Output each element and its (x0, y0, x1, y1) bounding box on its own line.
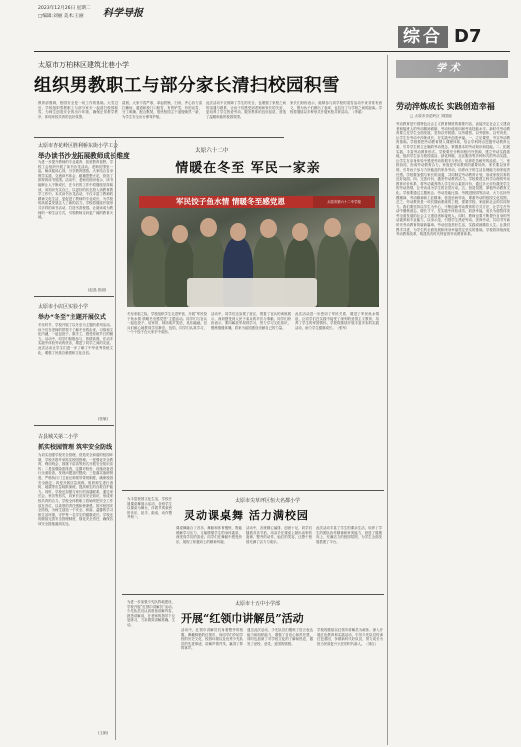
feature-kicker: 太原六十二中 (195, 148, 229, 154)
article-1-body: 为进一步提升教师的专业素养，拓宽教育视野，学校工会组织开展了读书沙龙活动。老师们围坐一起，畅谈阅读心得，分享教育感悟。大家结合自身教学实践，交流读书体会，碰撞思想火花，营造了浓厚的读书氛围。活动中，老师们纷纷表示，读书能够让人不断成长，在今后的工作中将继续坚持阅读，用知识充实自己，以更好的状态投入到教育教学工作中。本次读书沙龙活动，不仅丰富了教师的精神文化生活，更促进了教师的专业成长，为学校的高质量发展注入了新的活力。学校将继续开展形式多样的读书活动，打造书香校园。让阅读成为教师的一种生活方式，引领教师走向更广阔的教育天地。 (38, 160, 113, 220)
page-number: D7 (454, 26, 482, 47)
bottom-article-body-col-2: 通过此次活动，少先队员们锻炼了语言表达能力和组织能力，增强了自信心和责任感，同时也加深了对学校文化的了解和热爱，激发了爱校、爱党、爱国的情感。 (247, 628, 313, 646)
article-2-byline: (张敏) (98, 417, 108, 421)
mid-article-body-col-2: 活动中，各班精心编排，创意十足，同学们随着音乐节拍，用双手在课桌上敲出动听的旋律，整齐的动作、灿烂的笑容，让整个校园充满了活力与欢乐。 (246, 526, 312, 544)
rule-article-2 (34, 425, 114, 426)
article-3-byline: (王颖) (98, 731, 108, 735)
mid-article-body-col-3: 此次活动丰富了学生的课余生活，培养了学生的团队协作精神和审美能力，营造了健康向上、充满活力的校园氛围，为学生全面发展搭建了平台。 (316, 526, 382, 544)
photo-head (324, 218, 341, 237)
article-2-body: 冬至时节，学校开展了以冬至为主题的系列活动。孩子们在老师的带领下了解冬至的由来、习俗和文化内涵，一起包饺子、做手工，感受传统节日的魅力。活动中，同学们积极参与，热情高涨，在动手实践中体验劳动的快乐，增进了同学之间的友谊。此次活动让学生们进一步了解了中华优秀传统文化，增强了民族自豪感和文化自信。 (38, 323, 113, 355)
sidebar-body: 劳动教育是中国特色社会主义教育制度的重要内容，直接决定社会主义建设者和接班人的劳动精神面貌、劳动价值取向和劳动技能水平。新时代劳动教育要立足学生全面发展，坚持以劳树德、以劳增智、以劳强体、以劳育美，让学生在劳动中淬炼成长，在实践中创造幸福。一、立足课堂，夯实劳动教育基础。学校要把劳动教育纳入课程体系，结合学科特点挖掘劳动教育元素，引导学生树立正确的劳动观念，掌握基本的劳动知识和技能。二、拓展实践，丰富劳动教育形式。学校要充分利用校内外资源，建立劳动实践基地，组织学生参与校园清洁、绿化种植、社区服务等多种形式的劳动实践，让学生在亲身体验中感受劳动的艰辛与快乐，培养吃苦耐劳的品质。三、家校协同，形成劳动教育合力。家庭是劳动教育的重要场所，家长要以身作则，引导孩子参与力所能及的家务劳动，培养孩子的生活自理能力和家庭责任感。学校要加强与家长的沟通，共同制定劳动教育计划，形成家校共育的良好局面。四、完善评价，激发劳动教育活力。学校要建立科学合理的劳动教育评价体系，将劳动素养纳入学生综合素质评价，通过多元评价激发学生的劳动热情，让劳动成为学生的自觉行动。五、营造氛围，厚植劳动教育文化。学校要通过主题班会、劳动技能比赛、劳模进校园等活动，大力弘扬劳模精神、劳动精神和工匠精神，营造崇尚劳动、尊重劳动的校园文化氛围。总之，劳动教育是一项长期而系统的工程，需要学校、家庭和社会的共同努力。我们要坚持以学生为中心，不断创新劳动教育的方式方法，让学生在劳动中磨炼意志、增长才干，在实践中体验成功、收获幸福，成长为德智体美劳全面发展的社会主义建设者和接班人。同时，教师也要不断提升自身的劳动素养和专业能力，以身示范，引领学生热爱劳动、崇尚劳动，共同书写新时代劳动教育的崭新篇章。劳动创造美好生活，实践成就精彩人生。让我们携手共进，为学生的全面发展和终身幸福奠定坚实的基础。学校将持续深化劳动教育改革，构建具有时代特征的劳动教育体系。 (396, 122, 510, 237)
mid-article-kicker: 太原市尖草坪区恒大名都小学 (235, 498, 301, 504)
sidebar-headline: 劳动淬炼成长 实践创造幸福 (396, 101, 495, 111)
section-label: 综合 (398, 26, 448, 48)
header-rule (34, 51, 510, 52)
lead-body-col-4: 家长们纷纷表示，能够参与到学校的清雪活动中来非常有意义，既为孩子们做出了表率，也拉近了与学校之间的距离。学校将继续以多种形式开展家校共育活动。（李丽） (290, 101, 382, 115)
lead-body-col-2: 清晨，大家不畏严寒，拿起铁锹、扫帚，齐心协力清扫操场、通道和校门口积雪，有的铲雪，有的运雪，分工明确，配合默契，很快校园主干道便焕然一新，为学生安全出行保驾护航。 (122, 101, 202, 119)
lead-kicker: 太原市万柏林区建筑北巷小学 (38, 61, 129, 69)
photo-table (187, 278, 317, 307)
feature-headline: 情暖在冬至 军民一家亲 (175, 161, 321, 176)
masthead-paper-name: 科学导报 (103, 8, 143, 19)
feature-body-col-2: 活动中，同学们还参观了营区，观看了官兵的训练展示，深切感受到人民子弟兵的辛苦与奉献。同学们纷纷表示，要向解放军叔叔学习，努力学习文化知识，锻炼强健体魄，将来为祖国建设贡献自己的力量。 (211, 312, 291, 330)
article-3-headline: 抓实校园管理 筑牢安全防线 (38, 444, 113, 451)
article-1-byline: (赵晶 张丽) (88, 288, 107, 292)
article-3-body: 为切实加强学校安全管理，营造安全和谐的校园环境，学校多措并举抓实校园管理。一是强化安全教育，利用班会、国旗下讲话等形式开展安全知识宣传；二是加强隐患排查，定期对校舍、设施设备进行全面检查，发现问题及时整改；三是落实值班制度，严格执行门卫登记和领导带班制度，确保校园安全稳定；四是开展应急演练，组织师生进行消防、地震等应急疏散演练，提高师生的自救自护能力。同时，学校还加强与家长的沟通联系，通过家长会、家访等形式，向家长宣传安全知识，形成家校共育的合力。学校全体教职工将始终把安全工作放在首位，以高度的责任感和使命感，筑牢校园安全防线，为师生创造一个安全、和谐、温馨的学习和生活环境，守护每一名学生的健康成长。学校还将继续完善安全管理制度，细化安全责任，确保各项安全措施落到实处。 (38, 453, 113, 526)
mid-article-headline: 灵动课桌舞 活力满校园 (184, 509, 309, 522)
photo-head (230, 223, 246, 241)
photo-head (141, 216, 159, 236)
photo-head (260, 219, 277, 238)
rule-mid (122, 594, 384, 595)
rule-below-lead (34, 137, 284, 138)
lead-body-col-1: 教育部强调，校园安全是一切工作的基础。大雪过后，学校组织男教职工与部分家长一起清扫校园积雪，为师生创造安全的出行环境，确保正常教学秩序，体现家校共育的良好氛围。 (38, 101, 118, 119)
lead-headline: 组织男教职工与部分家长清扫校园积雪 (34, 76, 340, 96)
bottom-article-body-col-3: 学校将继续以红领巾讲解员为载体，深入开展红色教育和实践活动，引导少先队员传承红色基因，争做新时代好队员，努力成长为担当民族复兴大任的时代新人。（刘红） (317, 628, 383, 646)
masthead-editor: □编辑:刘丽 美术:王丽 (38, 14, 84, 19)
sidebar-byline: □ 太原市杏花岭区 刘国丽 (410, 114, 452, 118)
article-2-kicker: 太原市小店区实验小学 (38, 304, 89, 310)
article-1-headline-1: 举办读书沙龙 (38, 152, 78, 160)
rule-feature (122, 490, 384, 491)
divider-lead-sidebar (387, 55, 388, 745)
bottom-article-body-col-1: 活动中，红领巾讲解员们身着整齐的校服，佩戴鲜艳的红领巾，向同学们介绍学校的历史文化、校园环境以及优秀少先队员的先进事迹，讲解声情并茂，赢得了阵阵掌声。 (181, 628, 243, 651)
photo-head (292, 223, 308, 241)
photo-person (317, 234, 349, 307)
lead-body-col-3: 此次活动不仅保障了学生的安全，也增强了家校之间的沟通与联系，让孩子们感受到老师和家长的关爱，更培养了学生热爱劳动、服务集体的良好品质，营造了温暖和谐的校园氛围。 (206, 101, 286, 119)
photo-person (133, 233, 167, 307)
article-1-kicker: 太原市杏花岭区胜利桥东街小学工会 (38, 143, 119, 149)
photo-person (349, 238, 379, 307)
photo-head (355, 223, 371, 241)
bottom-article-kicker: 太原市十五中小学部 (235, 601, 281, 607)
sidebar-tag: 学 术 (436, 63, 460, 74)
article-2-headline: 举办“冬至”主题开展仪式 (38, 314, 106, 321)
photo-head (172, 225, 188, 243)
article-3-kicker: 古县城关第二小学 (38, 434, 79, 440)
photo-banner (139, 196, 322, 208)
photo-banner-text: 军民饺子鱼水情 情暖冬至感党恩 (176, 197, 285, 206)
mid-article-lead-col: 为丰富校园文化生活，学校开展课桌舞展示活动，各班学生以课桌为舞台，伴着节奏欢快的音乐，拍手、敲桌，动作整齐划一。 (127, 497, 172, 520)
feature-body-col-3: 此次活动进一步密切了军民关系，增进了军民鱼水情谊，让同学们在实践中接受了深刻的爱国主义教育，培养了学生的家国情怀。学校将继续开展丰富多彩的实践活动，助力学生健康成长。（张军） (295, 312, 379, 330)
feature-photo (127, 178, 379, 307)
masthead-date: 2023年12月26日 星期二 (38, 6, 91, 11)
article-1-headline-2: 拓展教师成长维度 (77, 152, 130, 160)
bottom-article-headline: 开展“红领巾讲解员”活动 (181, 612, 304, 625)
photo-banner-small: 太原市第六十二中学校 (313, 196, 375, 208)
photo-head (200, 218, 217, 237)
bottom-article-lead-col: 为进一步加强少先队阵地建设，学校开展“红领巾讲解员”活动。少先队员们认真准备讲解内容，熟悉讲解词，在老师的指导下反复练习，力求做到讲解准确、生动。 (127, 600, 175, 627)
rule-article-1 (34, 296, 114, 297)
divider-left-column (115, 140, 116, 740)
mid-article-body-col-1: 课桌舞融合了音乐、舞蹈和体育锻炼，既能缓解学习压力，又能增强学生的身体素质，深受同学们的喜爱。同学们在舞蹈中感受快乐，展现了积极向上的精神风貌。 (176, 526, 242, 544)
feature-body-col-1: 冬至来临之际，学校组织学生走进军营，开展“军民饺子鱼水情 情暖冬至感党恩”主题活动。同学们与官兵一起包饺子、话家常，现场欢声笑语，其乐融融。官兵们耐心地教同学们擀皮、包馅，同学们认真学习，一个个饺子在大家手中成形。 (127, 312, 207, 335)
